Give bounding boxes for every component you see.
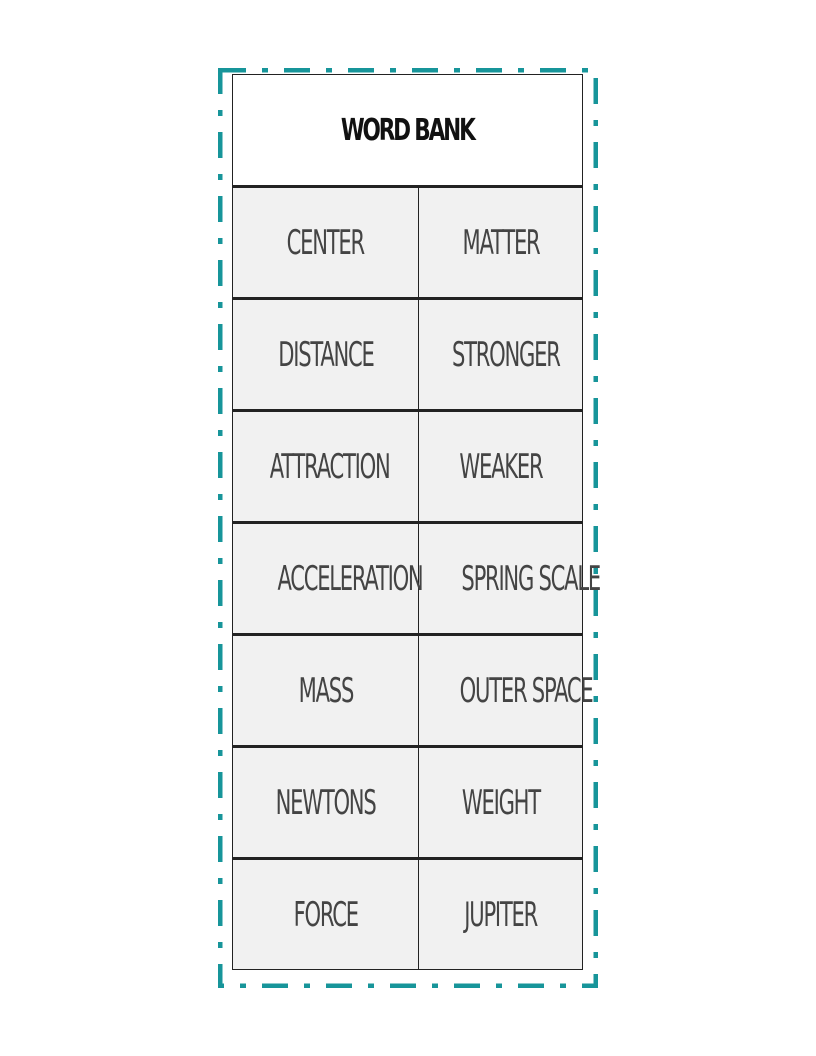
table-row xyxy=(233,299,583,411)
word-cell xyxy=(419,859,583,970)
word-cell xyxy=(419,635,593,747)
word-cell xyxy=(419,411,583,523)
word-text: OUTER SPACE xyxy=(459,670,593,711)
word-text: MATTER xyxy=(462,222,539,263)
word-cell xyxy=(233,635,419,747)
word-text: FORCE xyxy=(293,894,358,935)
word-text: ATTRACTION xyxy=(269,446,390,487)
word-text: MASS xyxy=(298,670,353,711)
table-row xyxy=(233,747,583,859)
word-cell xyxy=(419,299,583,411)
word-cell xyxy=(233,523,423,635)
word-cell xyxy=(419,523,600,635)
table-row xyxy=(233,187,583,299)
word-text: WEAKER xyxy=(459,446,542,487)
word-cell xyxy=(419,187,583,299)
word-bank-title-text: WORD BANK xyxy=(341,112,474,148)
word-text: DISTANCE xyxy=(277,334,374,375)
word-text: SPRING SCALE xyxy=(461,558,600,599)
word-text: JUPITER xyxy=(464,894,537,935)
word-cell xyxy=(233,411,419,523)
word-text: STRONGER xyxy=(451,334,560,375)
word-text: WEIGHT xyxy=(461,782,540,823)
word-text: ACCELERATION xyxy=(277,558,423,599)
table-row xyxy=(233,411,583,523)
word-bank-title xyxy=(233,75,583,187)
word-cell xyxy=(233,747,419,859)
word-cell xyxy=(233,187,419,299)
word-bank-header-row xyxy=(233,75,583,187)
table-row xyxy=(233,635,583,747)
table-row xyxy=(233,523,583,635)
word-text: CENTER xyxy=(286,222,365,263)
table-row xyxy=(233,859,583,970)
word-text: NEWTONS xyxy=(275,782,376,823)
word-cell xyxy=(233,299,419,411)
word-bank-table xyxy=(232,74,600,970)
word-cell xyxy=(233,859,419,970)
word-cell xyxy=(419,747,583,859)
